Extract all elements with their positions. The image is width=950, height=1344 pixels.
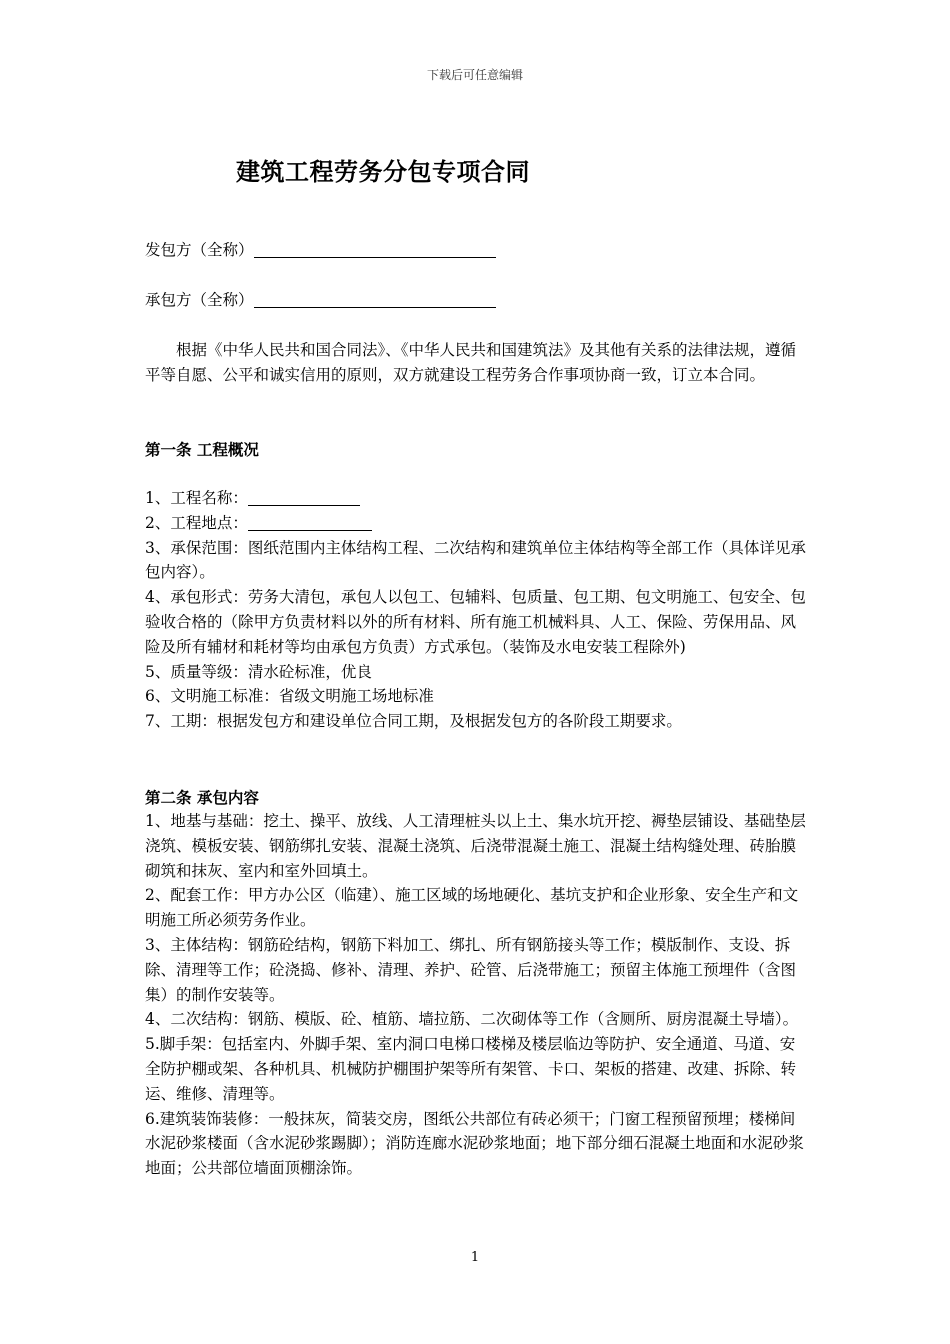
intro-text: 根据《中华人民共和国合同法》、《中华人民共和国建筑法》及其他有关系的法律法规，遵循平等自愿、公平和诚实信用的原则，双方就建设工程劳务合作事项协商一致，订立本合同。 (145, 341, 797, 384)
article2-heading: 第二条 承包内容 (145, 789, 259, 807)
contractor-line (145, 288, 496, 310)
intro-paragraph (145, 338, 810, 388)
article1-list (145, 486, 810, 734)
employer-line (145, 238, 496, 260)
article1-heading: 第一条 工程概况 (145, 441, 259, 459)
employer-label: 发包方（全称） (145, 241, 254, 259)
project-name-blank (248, 489, 360, 506)
list-item: 4、二次结构：钢筋、模版、砼、植筋、墙拉筋、二次砌体等工作（含厕所、厨房混凝土导墙）。 (145, 1010, 799, 1029)
list-item: 3、承保范围：图纸范围内主体结构工程、二次结构和建筑单位主体结构等全部工作（具体详见承包内容）。 (145, 538, 806, 582)
article2-list (145, 809, 810, 1181)
contractor-blank (254, 291, 496, 308)
contractor-label: 承包方（全称） (145, 291, 254, 309)
list-item: 5.脚手架：包括室内、外脚手架、室内洞口电梯口楼梯及楼层临边等防护、安全通道、马道、安全防护棚或架、各种机具、机械防护棚围护架等所有架管、卡口、架板的搭建、改建、拆除、转运、维修、清理等。 (145, 1035, 797, 1103)
page-number: 1 (470, 1250, 480, 1265)
list-item: 6、文明施工标准：省级文明施工场地标准 (145, 687, 434, 706)
list-item: 4、承包形式：劳务大清包，承包人以包工、包辅料、包质量、包工期、包文明施工、包安全、包验收合格的（除甲方负责材料以外的所有材料、所有施工机械料具、人工、保险、劳保用品、风险及所有辅材和耗材等均由承包方负责）方式承包。（装饰及水电安装工程除外) (145, 588, 806, 656)
list-item: 1、工程名称： (145, 486, 810, 511)
list-item: 2、工程地点： (145, 511, 810, 536)
list-item: 5、质量等级：清水砼标准，优良 (145, 662, 372, 681)
page-header: 下载后可任意编辑 (426, 68, 523, 82)
list-item: 6.建筑装饰装修：一般抹灰，简装交房，图纸公共部位有砖必须干；门窗工程预留预埋；楼梯间水泥砂浆楼面（含水泥砂浆踢脚）；消防连廊水泥砂浆地面；地下部分细石混凝土地面和水泥砂浆地面；公共部位墙面顶棚涂饰。 (145, 1109, 804, 1178)
employer-blank (254, 241, 496, 258)
list-item: 1、地基与基础：挖土、操平、放线、人工清理桩头以上土、集水坑开挖、褥垫层铺设、基础垫层浇筑、模板安装、钢筋绑扎安装、混凝土浇筑、后浇带混凝土施工、混凝土结构缝处理、砖胎膜砌筑和抹灰、室内和室外回填土。 (145, 812, 806, 880)
document-title: 建筑工程劳务分包专项合同 (236, 158, 530, 186)
list-item: 2、配套工作：甲方办公区（临建）、施工区域的场地硬化、基坑支护和企业形象、安全生产和文明施工所必须劳务作业。 (145, 886, 799, 930)
list-item: 3、主体结构：钢筋砼结构，钢筋下料加工、绑扎、所有钢筋接头等工作；模版制作、支设、拆除、清理等工作；砼浇捣、修补、清理、养护、砼管、后浇带施工；预留主体施工预埋件（含图集）的制作安装等。 (145, 935, 797, 1004)
list-item: 7、工期：根据发包方和建设单位合同工期，及根据发包方的各阶段工期要求。 (145, 712, 682, 731)
project-location-blank (248, 514, 372, 531)
